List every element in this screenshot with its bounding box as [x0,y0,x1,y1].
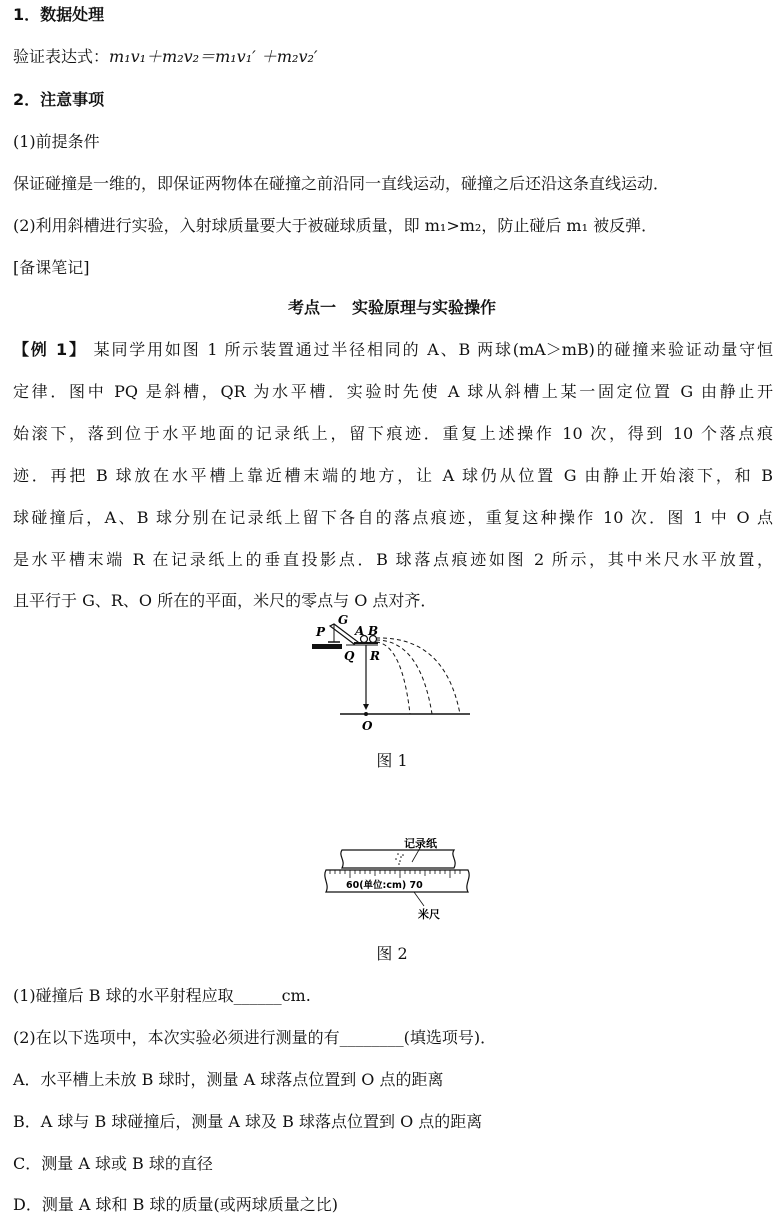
trajectory-1 [376,642,410,714]
paper-label: 记录纸 [404,838,437,850]
figure1-caption: 图 1 [376,751,408,770]
point-o [364,712,368,716]
formula-label: 验证表达式： [13,47,110,66]
label-q: Q [344,649,355,663]
item1-text: 保证碰撞是一维的，即保证两物体在碰撞之前沿同一直线运动，碰撞之后还沿这条直线运动． [13,174,670,193]
example-line-4: 迹．再把 B 球放在水平槽上靠近槽末端的地方，让 A 球仍从位置 G 由静止开始滚下，和 B [13,466,773,485]
formula-line [13,46,318,68]
example-line-2: 定律．图中 PQ 是斜槽，QR 为水平槽．实验时先使 A 球从斜槽上某一固定位置 G 由静止开 [13,382,773,401]
example-line-7: 且平行于 G、R、O 所在的平面，米尺的零点与 O 点对齐． [13,591,437,610]
scale-text: 60(单位:cm) 70 [346,880,423,891]
figure2-caption: 图 2 [376,944,408,963]
plumb-arrow [363,704,369,710]
item1-title: (1)前提条件 [13,132,100,151]
section1-title: 1．数据处理 [13,5,105,24]
item2-text: (2)利用斜槽进行实验，入射球质量要大于被碰球质量，即 m₁>m₂，防止碰后 m₁ 被反弹． [13,216,658,235]
example-text-1: 某同学用如图 1 所示装置通过半径相同的 A、B 两球(mA＞mB)的碰撞来验证动量守恒 [93,340,773,359]
recording-paper [341,850,455,868]
section2-title: 2．注意事项 [13,90,105,109]
example-line-1 [13,339,773,361]
example-label: 【例 1】 [13,340,87,359]
example-line-6: 是水平槽末端 R 在记录纸上的垂直投影点．B 球落点痕迹如图 2 所示，其中米尺水平放置， [13,550,773,569]
question-2: (2)在以下选项中，本次实验必须进行测量的有________(填选项号)． [13,1028,497,1047]
figure1-apparatus [310,614,480,734]
ruler-label: 米尺 [418,908,440,921]
example-line-3: 始滚下，落到位于水平地面的记录纸上，留下痕迹．重复上述操作 10 次，得到 10 个落点痕 [13,424,773,443]
trajectory-3 [376,638,460,714]
trajectory-2 [376,640,432,714]
option-c: C．测量 A 球或 B 球的直径 [13,1154,213,1173]
label-o: O [362,719,373,733]
label-a: A [355,624,365,638]
support-base [312,644,342,649]
formula: m₁v₁＋m₂v₂＝m₁v₁′ ＋m₂v₂′ [109,47,318,66]
topic-title: 考点一 实验原理与实验操作 [287,298,496,317]
label-g: G [338,614,349,627]
option-a: A．水平槽上未放 B 球时，测量 A 球落点位置到 O 点的距离 [13,1070,444,1089]
ruler-leader [414,892,424,906]
option-b: B．A 球与 B 球碰撞后，测量 A 球及 B 球落点位置到 O 点的距离 [13,1112,483,1131]
notes-label: [备课笔记] [13,258,90,277]
question-1: (1)碰撞后 B 球的水平射程应取______cm. [13,986,311,1005]
label-r: R [370,649,380,663]
label-p: P [316,625,326,639]
label-b: B [368,624,379,638]
option-d: D．测量 A 球和 B 球的质量(或两球质量之比) [13,1195,338,1214]
example-line-5: 球碰撞后，A、B 球分别在记录纸上留下各自的落点痕迹，重复这种操作 10 次．图 1 中 O 点 [13,508,773,527]
figure2-ruler [320,838,470,928]
